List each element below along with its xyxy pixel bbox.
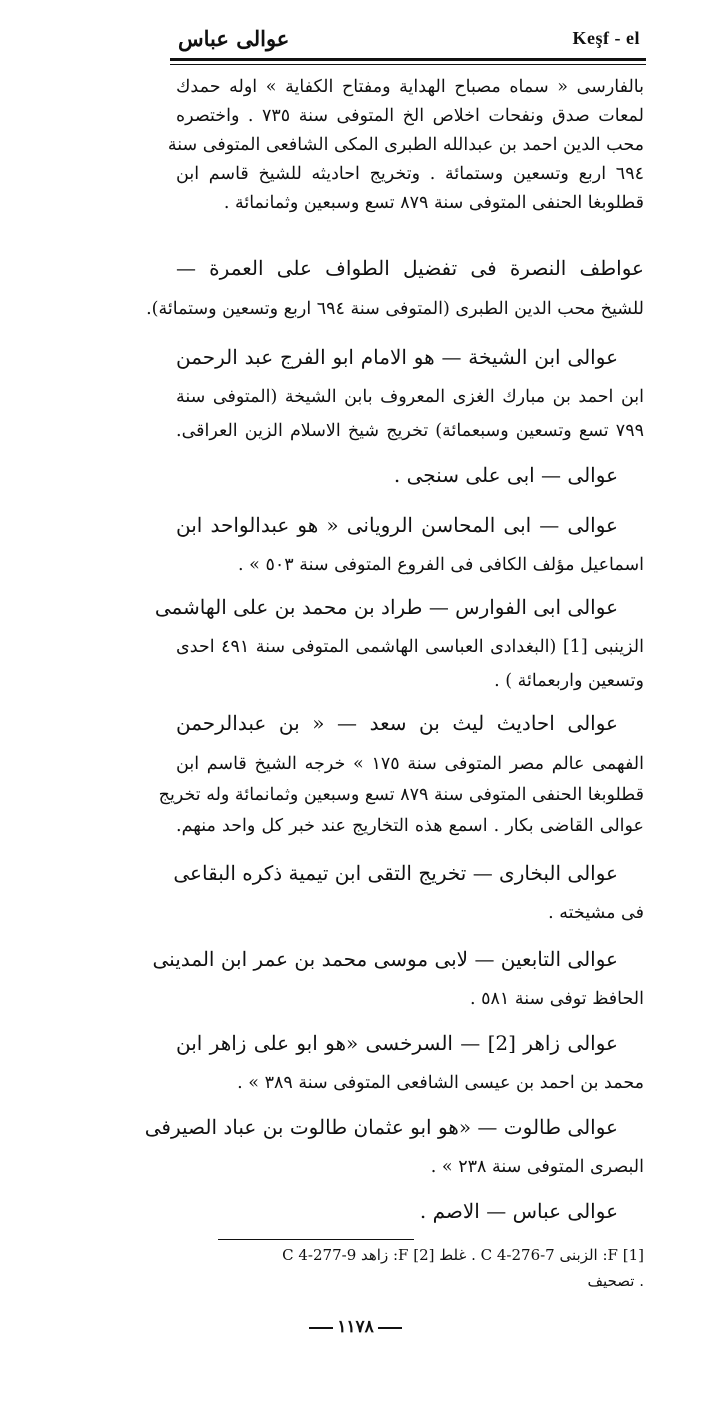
page-number-value: ١١٧٨ xyxy=(337,1317,374,1337)
entry-heading: عوالى عباس — الاصم . xyxy=(419,1199,618,1223)
text-line: ابن احمد بن مبارك الغزى المعروف بابن الشيخة (المتوفى سنة xyxy=(176,387,644,407)
footnote-rule xyxy=(218,1239,414,1240)
entry-heading: عوالى البخارى — تخريج التقى ابن تيمية ذكره البقاعى xyxy=(173,861,618,885)
footnotes xyxy=(176,1242,644,1294)
text-line: الزينبى [1] (البغدادى العباسى الهاشمى المتوفى سنة ٤٩١ احدى xyxy=(176,637,644,657)
text-line: قطلوبغا الحنفى المتوفى سنة ٨٧٩ تسع وسبعين وثمانمائة . xyxy=(223,193,644,213)
text-line: فى مشيخته . xyxy=(548,903,644,923)
text-line: اسماعيل مؤلف الكافى فى الفروع المتوفى سنة ٥٠٣ » . xyxy=(238,555,644,575)
text-line: الحافظ توفى سنة ٥٨١ . xyxy=(469,989,644,1009)
entry-heading: عوالى احاديث ليث بن سعد — « بن عبدالرحمن xyxy=(176,711,618,735)
footnote-line: [1] F: الزبنى C 4-276-7 . غلط [2] F: زاهد C 4-277-9 xyxy=(282,1246,644,1264)
header-rule-thick xyxy=(170,58,646,61)
entry-heading: عوالى ابى الفوارس — طراد بن محمد بن على الهاشمى xyxy=(154,595,618,619)
text-line: ٦٩٤ اربع وتسعين وستمائة . وتخريج احاديثه للشيخ قاسم ابن xyxy=(176,164,644,184)
text-line: وتسعين واربعمائة ) . xyxy=(494,671,644,691)
text-line: ٧٩٩ تسع وتسعين وسبعمائة) تخريج شيخ الاسلام الزين العراقى. xyxy=(176,421,644,441)
footnote-line: . تصحيف xyxy=(587,1272,644,1290)
entry-heading: عوالى — ابى المحاسن الرويانى « هو عبدالواحد ابن xyxy=(176,513,618,537)
running-title: عوالی عباس xyxy=(178,26,290,51)
entry-heading: عوالى التابعين — لابى موسى محمد بن عمر ابن المدينى xyxy=(152,947,618,971)
text-line: للشيخ محب الدين الطبرى (المتوفى سنة ٦٩٤ اربع وتسعين وستمائة). xyxy=(146,299,644,319)
page-number-dash-left xyxy=(309,1327,333,1329)
text-line: محمد بن احمد بن عيسى الشافعى المتوفى سنة ٣٨٩ » . xyxy=(237,1073,644,1093)
letter-range-label: Keşf - el xyxy=(572,28,640,48)
text-line: بالفارسی « سماه مصباح الهداية ومفتاح الكفاية » اوله حمدك xyxy=(176,77,644,97)
running-header xyxy=(178,26,640,56)
entry-heading: عوالى طالوت — «هو ابو عثمان طالوت بن عباد الصيرفى xyxy=(144,1115,618,1139)
entry-heading: عوالى زاهر [2] — السرخسى «هو ابو على زاهر ابن xyxy=(176,1031,618,1055)
page-number-dash-right xyxy=(378,1327,402,1329)
header-rule-thin xyxy=(170,64,646,65)
entry-heading: عواطف النصرة فى تفضيل الطواف على العمرة — xyxy=(176,256,644,280)
page-number xyxy=(0,1317,711,1337)
text-line: لمعات صدق ونفحات اخلاص الخ المتوفى سنة ٧٣٥ . واختصره xyxy=(176,106,644,126)
entry-heading: عوالى ابن الشيخة — هو الامام ابو الفرج عبد الرحمن xyxy=(176,345,618,369)
text-line: محب الدين احمد بن عبدالله الطبرى المكى الشافعى المتوفى سنة xyxy=(167,135,644,155)
text-line: قطلوبغا الحنفى المتوفى سنة ٨٧٩ تسع وسبعين وثمانمائة وله تخريج xyxy=(158,785,644,805)
entry-heading: عوالى — ابى على سنجى . xyxy=(393,463,618,487)
text-line: الفهمى عالم مصر المتوفى سنة ١٧٥ » خرجه الشيخ قاسم ابن xyxy=(176,754,644,774)
text-line: عوالى القاضى بكار . اسمع هذه التخاريج عند خبر كل واحد منهم. xyxy=(176,816,644,836)
text-line: البصرى المتوفى سنة ٢٣٨ » . xyxy=(430,1157,644,1177)
